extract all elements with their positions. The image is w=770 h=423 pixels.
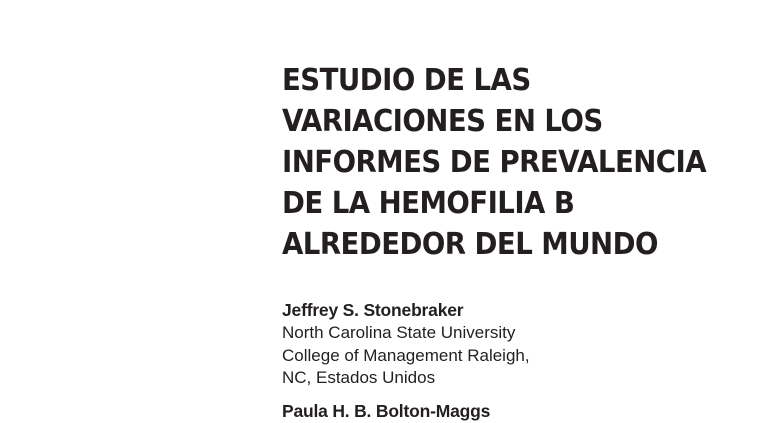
title-line-4: DE LA HEMOFILIA B — [282, 186, 575, 221]
title-line-3: INFORMES DE PREVALENCIA — [282, 145, 707, 180]
author-name: Paula H. B. Bolton-Maggs — [282, 401, 491, 421]
document-title — [282, 60, 762, 265]
author-affiliation-line-3: NC, Estados Unidos — [282, 368, 436, 387]
title-line-2: VARIACIONES EN LOS — [282, 104, 603, 139]
author-name: Jeffrey S. Stonebraker — [282, 300, 464, 320]
author-block-2 — [282, 399, 742, 423]
author-block-1 — [282, 298, 742, 390]
author-affiliation-line-2: College of Management Raleigh, — [282, 345, 530, 365]
title-line-1: ESTUDIO DE LAS — [282, 63, 531, 98]
author-affiliation-line-1: North Carolina State University — [282, 323, 516, 342]
title-line-5: ALREDEDOR DEL MUNDO — [282, 227, 658, 262]
